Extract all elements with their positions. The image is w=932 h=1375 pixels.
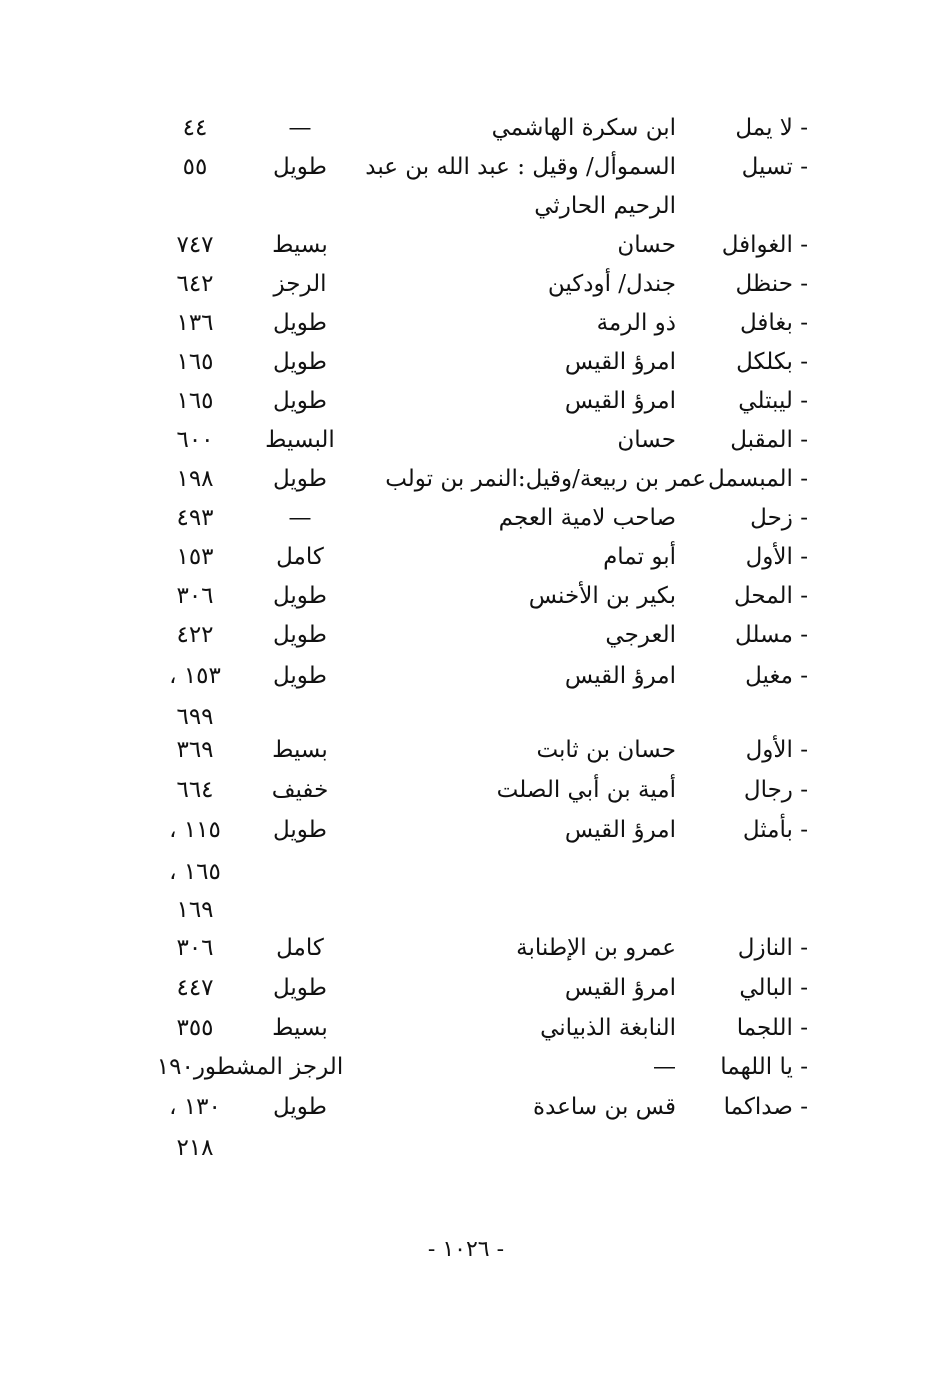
index-row (0, 537, 932, 577)
meter: طويل (272, 583, 327, 609)
rhyme-word: - المقبل (730, 427, 808, 453)
poet-name: — (653, 1054, 676, 1080)
index-row (0, 1008, 932, 1048)
poet-name: امرؤ القيس (564, 349, 676, 375)
index-row (0, 303, 932, 343)
page-ref: ١٩٨ (176, 466, 214, 492)
poet-name: عمرو بن الإطنابة (516, 935, 676, 961)
page-ref: ٤٤٧ (176, 975, 214, 1001)
meter: البسيط (265, 427, 335, 453)
index-row (0, 810, 932, 850)
page-ref: ٤٢٢ (176, 622, 214, 648)
page-ref: ١٥٣ (176, 544, 214, 570)
poet-name: بكير بن الأخنس (528, 583, 676, 609)
page-ref: ٣٦٩ (176, 737, 214, 763)
poet-name: ابن سكرة الهاشمي (491, 115, 676, 141)
poet-name: حسان بن ثابت (536, 737, 676, 763)
meter: طويل (272, 975, 327, 1001)
meter: — (288, 115, 312, 141)
index-row-continuation (0, 890, 932, 930)
rhyme-word: - الغوافل (721, 232, 808, 258)
poet-name: حسان (617, 427, 676, 453)
meter: — (288, 505, 312, 531)
rhyme-word: - لا يمل (735, 115, 808, 141)
meter: طويل (272, 817, 327, 843)
rhyme-word: - بكلكل (736, 349, 808, 375)
poet-name: امرؤ القيس (564, 975, 676, 1001)
page-ref: ٣٠٦ (176, 935, 214, 961)
page-ref: ١٣٠ ، (169, 1094, 221, 1120)
rhyme-word: - ليبتلي (738, 388, 808, 414)
rhyme-word: - حنظل (735, 271, 808, 297)
page-ref: ١٦٥ (176, 388, 214, 414)
index-row-continuation (0, 852, 932, 892)
page-ref: ٤٩٣ (176, 505, 214, 531)
rhyme-word: - الأول (745, 737, 808, 763)
meter: خفيف (271, 777, 329, 803)
poet-name: الرحيم الحارثي (534, 193, 676, 219)
poet-name: النابغة الذبياني (540, 1015, 676, 1041)
poet-name: امرؤ القيس (564, 663, 676, 689)
index-row (0, 108, 932, 148)
poet-name: امرؤ القيس (564, 817, 676, 843)
poet-name: قس بن ساعدة (533, 1094, 676, 1120)
meter: طويل (272, 310, 327, 336)
index-row (0, 770, 932, 810)
poet-name: أبو تمام (603, 544, 676, 570)
rhyme-word: - الأول (745, 544, 808, 570)
meter: الرجز (273, 271, 327, 297)
poet-name: أمية بن أبي الصلت (496, 777, 676, 803)
rhyme-word: - زحل (750, 505, 808, 531)
poet-name: جندل/ أودكين (547, 271, 676, 297)
index-row (0, 928, 932, 968)
index-row (0, 615, 932, 655)
meter: بسيط (272, 737, 328, 763)
page-ref: ١٣٦ (176, 310, 214, 336)
poet-name: عمر بن ربيعة/وقيل:النمر بن تولب (385, 466, 706, 492)
meter: طويل (272, 663, 327, 689)
poet-name: صاحب لامية العجم (498, 505, 676, 531)
page-ref: ٦٩٩ (176, 704, 214, 730)
index-row (0, 420, 932, 460)
rhyme-word: - اللجما (736, 1015, 808, 1041)
rhyme-word: - تسيل (741, 154, 808, 180)
rhyme-word: - يا اللهما (720, 1054, 808, 1080)
rhyme-word: - بأمثل (742, 817, 808, 843)
index-row (0, 1087, 932, 1127)
poet-name: حسان (617, 232, 676, 258)
poet-name: السموأل/ وقيل : عبد الله بن عبد (365, 154, 676, 180)
index-row-continuation (0, 186, 932, 226)
page-ref: ٦٤٢ (176, 271, 214, 297)
index-row (0, 1047, 932, 1087)
page-ref: ٥٥ (182, 154, 208, 180)
index-row (0, 342, 932, 382)
rhyme-word: - المحل (733, 583, 808, 609)
rhyme-word: - بغافل (739, 310, 808, 336)
page-ref: ١٥٣ ، (169, 663, 221, 689)
poet-name: العرجي (605, 622, 676, 648)
meter: طويل (272, 154, 327, 180)
rhyme-word: - صداكما (723, 1094, 808, 1120)
meter: بسيط (272, 232, 328, 258)
index-row (0, 656, 932, 696)
index-row (0, 264, 932, 304)
page-ref: ١٦٥ ، (169, 859, 221, 885)
poet-name: امرؤ القيس (564, 388, 676, 414)
index-row (0, 459, 932, 499)
page-ref: ٤٤ (182, 115, 208, 141)
meter: كامل (276, 935, 324, 961)
meter: طويل (272, 622, 327, 648)
page-ref: ١٦٩ (176, 897, 214, 923)
rhyme-word: - مسلل (735, 622, 808, 648)
index-row (0, 730, 932, 770)
poet-name: ذو الرمة (596, 310, 676, 336)
page-ref: ٧٤٧ (176, 232, 214, 258)
index-row (0, 968, 932, 1008)
index-row (0, 498, 932, 538)
rhyme-word: - المبسمل (708, 466, 808, 492)
index-row (0, 147, 932, 187)
index-row (0, 225, 932, 265)
meter: كامل (276, 544, 324, 570)
page-ref: ٢١٨ (176, 1135, 214, 1161)
meter: بسيط (272, 1015, 328, 1041)
rhyme-word: - رجال (743, 777, 808, 803)
index-row (0, 381, 932, 421)
index-row (0, 576, 932, 616)
page-ref: ١٦٥ (176, 349, 214, 375)
page-ref: ٣٥٥ (176, 1015, 214, 1041)
rhyme-word: - البالي (739, 975, 808, 1001)
meter: طويل (272, 349, 327, 375)
index-row-continuation (0, 1128, 932, 1168)
page-ref: ١١٥ ، (169, 817, 221, 843)
meter: طويل (272, 1094, 327, 1120)
rhyme-word: - مغيل (745, 663, 808, 689)
rhyme-word: - النازل (737, 935, 808, 961)
page-ref: ٦٦٤ (176, 777, 214, 803)
page-number: - ١٠٢٦ - (427, 1237, 505, 1262)
meter: طويل (272, 388, 327, 414)
page-ref: ٦٠٠ (176, 427, 214, 453)
meter-and-page: الرجز المشطور١٩٠ (156, 1054, 344, 1080)
page-ref: ٣٠٦ (176, 583, 214, 609)
meter: طويل (272, 466, 327, 492)
